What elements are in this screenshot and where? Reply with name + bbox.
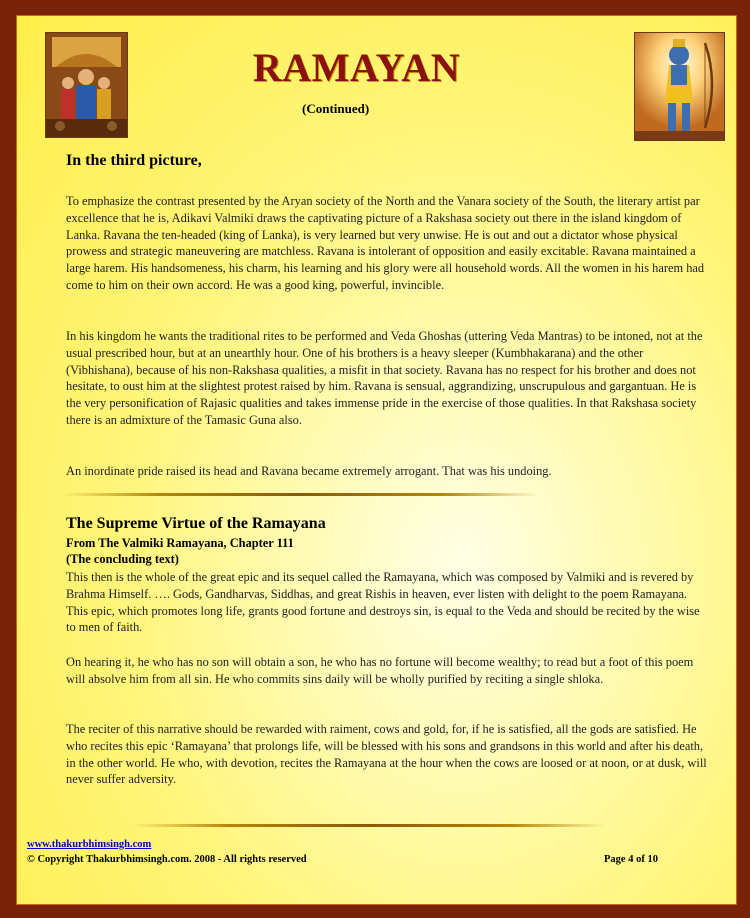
- section-heading-supreme-virtue: The Supreme Virtue of the Ramayana: [66, 515, 326, 532]
- section-heading-third-picture: In the third picture,: [66, 152, 202, 169]
- website-link[interactable]: www.thakurbhimsingh.com: [27, 839, 152, 850]
- paragraph-whole-epic: This then is the whole of the great epic and its sequel called the Ramayana, which was composed by Valmiki and is revered by Brahma Himself. …. Gods, Gandharvas, Siddhas, and great Rishis in heaven, ever listen with delight to the poem Ramayana. This epic, which promotes long life, grants good fortune and destroys sin, is equal to the Veda and should be recited by the wise to men of faith.: [66, 570, 700, 635]
- paragraph-ravana-intro: To emphasize the contrast presented by the Aryan society of the North and the Vanara society of the South, the literary artist par excellence that he is, Adikavi Valmiki draws the captivating picture of a Rakshasa society out there in the island kingdom of Lanka. Ravana the ten-headed (king of Lanka), is very learned but very unwise. He is out and out a dictator whose physical prowess and strategic maneuvering are matchless. Ravana is intolerant of opposition and easily excitable. Ravana maintained a large harem. His handsomeness, his charm, his learning and his glory were all household words. All the women in his harem had come to him on their own accord. He was a good king, powerful, invincible.: [66, 194, 705, 292]
- document-page: [16, 15, 737, 905]
- page-number: Page 4 of 10: [604, 854, 658, 865]
- page-title: RAMAYAN: [252, 45, 461, 90]
- concluding-note: (The concluding text): [66, 552, 179, 566]
- divider-top: [63, 493, 539, 496]
- paragraph-ravana-pride: An inordinate pride raised its head and Ravana became extremely arrogant. That was his undoing.: [66, 464, 552, 478]
- paragraph-hearing-it: On hearing it, he who has no son will obtain a son, he who has no fortune will become wealthy; to read but a foot of this poem will absolve him from all sin. He who commits sins daily will be wholly purified by reciting a single shloka.: [66, 655, 694, 686]
- source-citation: From The Valmiki Ramayana, Chapter 111: [66, 536, 294, 550]
- paragraph-reciter: The reciter of this narrative should be rewarded with raiment, cows and gold, for, if he is satisfied, all the gods are satisfied. He who recites this epic ‘Ramayana’ that prolongs life, will be blessed with his sons and grandsons in this world and after his death, in the other world. He who, with devotion, recites the Ramayana at the hour when the cows are loosed or at noon, or at dusk, will never suffer adversity.: [66, 722, 707, 787]
- copyright-text: © Copyright Thakurbhimsingh.com. 2008 - All rights reserved: [27, 854, 307, 865]
- divider-bottom: [132, 824, 606, 827]
- page-subtitle: (Continued): [302, 101, 370, 116]
- paragraph-ravana-kingdom: In his kingdom he wants the traditional rites to be performed and Veda Ghoshas (uttering Veda Mantras) to be intoned, not at the usual prescribed hour, but at an unearthly hour. One of his brothers is a heavy sleeper (Kumbhakarana) and the other (Vibhishana), because of his non-Rakshasa qualities, a misfit in that society. Ravana has no respect for his brother and does not hesitate, to oust him at the slightest protest raised by him. Ravana is sensual, aggrandizing, unscrupulous and gargantuan. He is the very personification of Rajasic qualities and takes immense pride in the exercise of those qualities. In that Rakshasa society there is an admixture of the Tamasic Guna also.: [66, 329, 703, 427]
